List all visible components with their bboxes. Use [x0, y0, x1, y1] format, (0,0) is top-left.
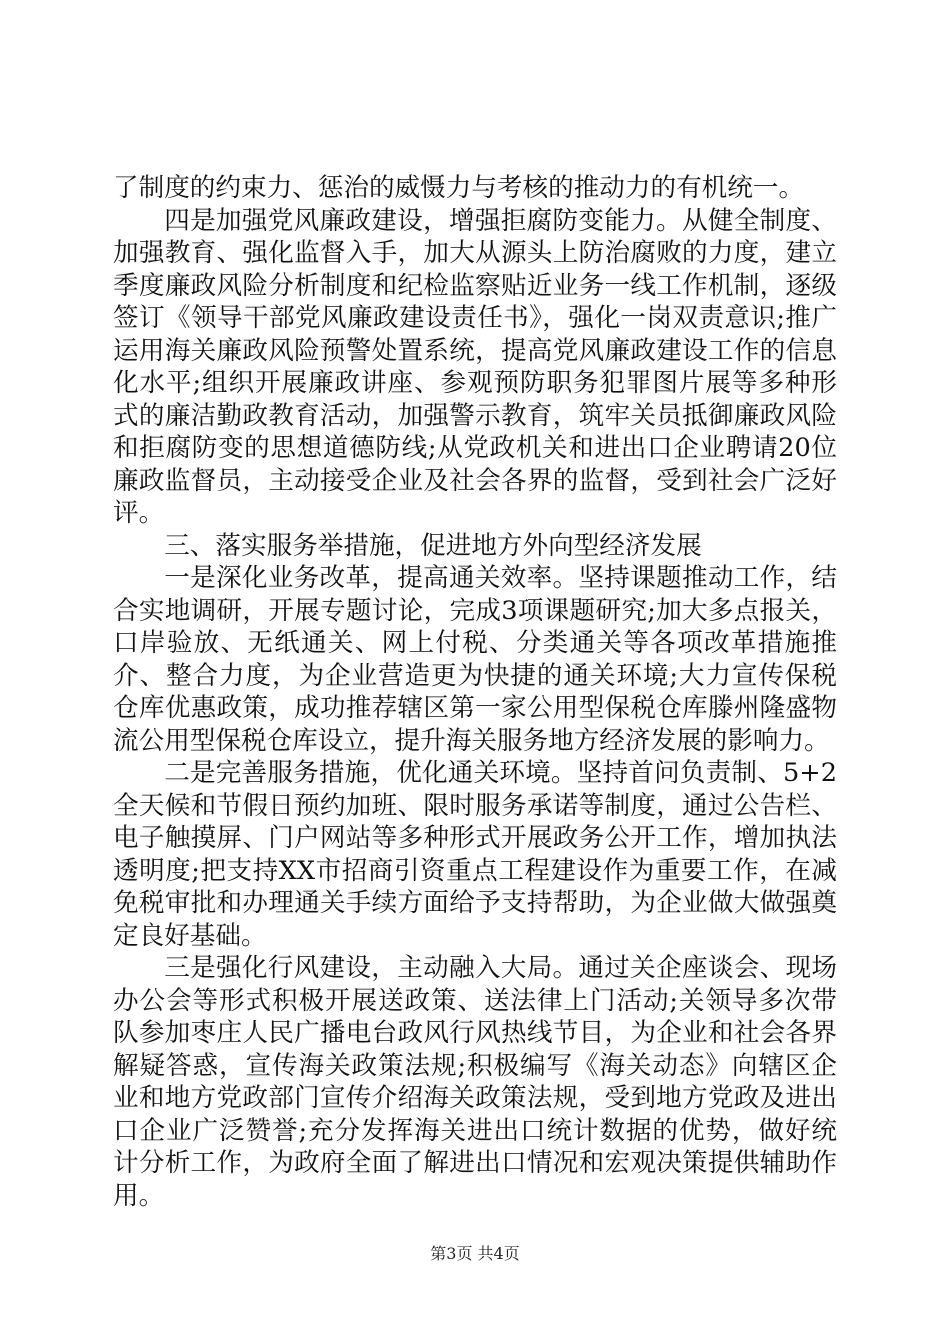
- paragraph-service-measures: 二是完善服务措施，优化通关环境。坚持首问负责制、5+2全天候和节假日预约加班、限时服务承诺等制度，通过公告栏、电子触摸屏、门户网站等多种形式开展政务公开工作，增加执法透明度;把支持XX市招商引资重点工程建设作为重要工作，在减免税审批和办理通关手续方面给予支持帮助，为企业做大做强奠定良好基础。: [113, 758, 837, 951]
- section-heading-three: 三、落实服务举措施，促进地方外向型经济发展: [164, 530, 702, 561]
- paragraph-business-reform: 一是深化业务改革，提高通关效率。坚持课题推动工作，结合实地调研，开展专题讨论，完成3项课题研究;加大多点报关，口岸验放、无纸通关、网上付税、分类通关等各项改革措施推介、整合力度，为企业营造更为快捷的通关环境;大力宣传保税仓库优惠政策，成功推荐辖区第一家公用型保税仓库滕州隆盛物流公用型保税仓库设立，提升海关服务地方经济发展的影响力。: [113, 563, 837, 756]
- page-footer: 第3页 共4页: [430, 1244, 520, 1263]
- paragraph-continuation: 了制度的约束力、惩治的威慑力与考核的推动力的有机统一。: [113, 173, 805, 203]
- paragraph-conduct-building: 三是强化行风建设，主动融入大局。通过关企座谈会、现场办公会等形式积极开展送政策、送法律上门活动;关领导多次带队参加枣庄人民广播电台政风行风热线节目，为企业和社会各界解疑答惑，宣传海关政策法规;积极编写《海关动态》向辖区企业和地方党政部门宣传介绍海关政策法规，受到地方党政及进出口企业广泛赞誉;充分发挥海关进出口统计数据的优势，做好统计分析工作，为政府全面了解进出口情况和宏观决策提供辅助作用。: [113, 953, 837, 1211]
- paragraph-anti-corruption: 四是加强党风廉政建设，增强拒腐防变能力。从健全制度、加强教育、强化监督入手，加大从源头上防治腐败的力度，建立季度廉政风险分析制度和纪检监察贴近业务一线工作机制，逐级签订《领导干部党风廉政建设责任书》，强化一岗双责意识;推广运用海关廉政风险预警处置系统，提高党风廉政建设工作的信息化水平;组织开展廉政讲座、参观预防职务犯罪图片展等多种形式的廉洁勤政教育活动，加强警示教育，筑牢关员抵御廉政风险和拒腐防变的思想道德防线;从党政机关和进出口企业聘请20位廉政监督员，主动接受企业及社会各界的监督，受到社会广泛好评。: [113, 205, 837, 528]
- document-body: [113, 172, 837, 1212]
